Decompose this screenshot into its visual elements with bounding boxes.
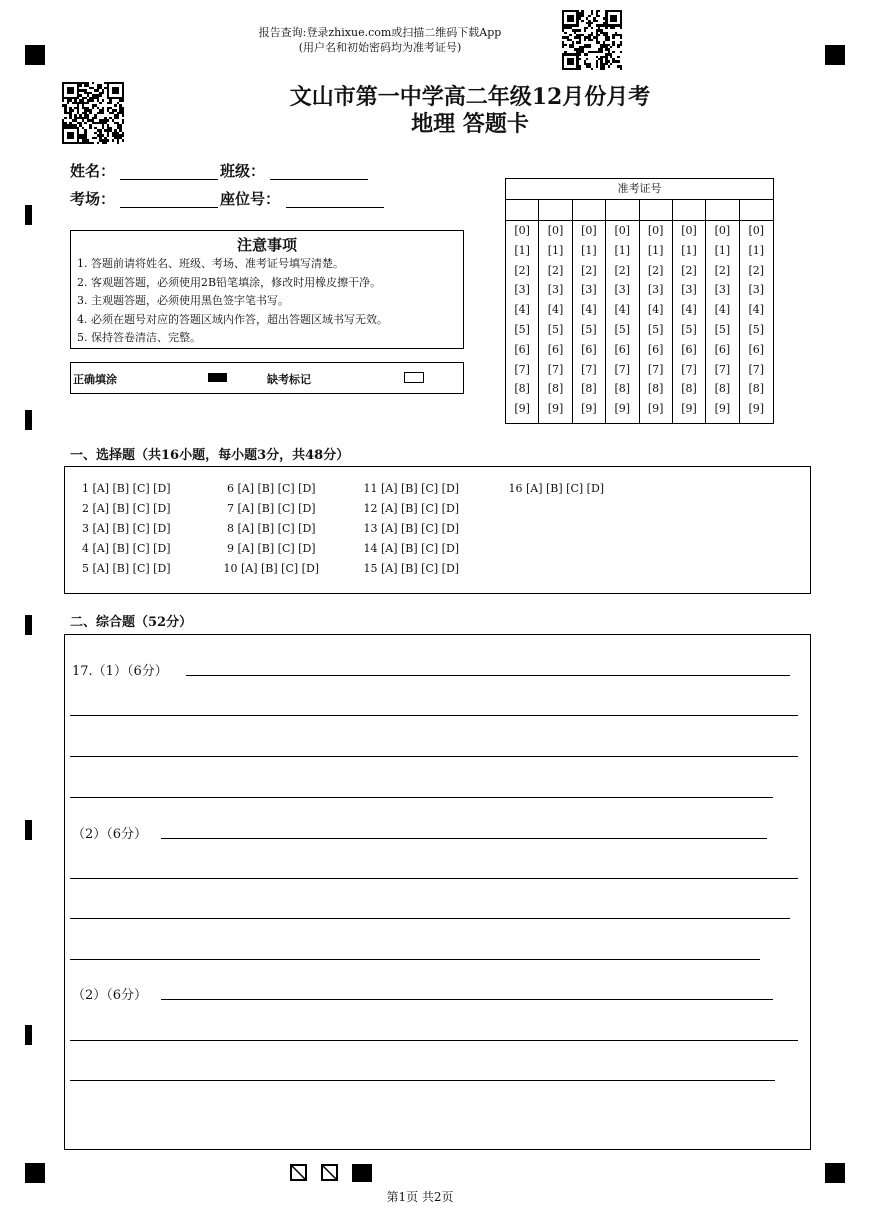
admission-digit-bubble[interactable]: [8]: [748, 382, 765, 396]
admission-digit-bubble[interactable]: [6]: [748, 342, 765, 356]
admission-digit-bubble[interactable]: [8]: [547, 382, 564, 396]
choice-question-15[interactable]: 15 [A] [B] [C] [D]: [360, 562, 460, 575]
qr-code-icon: [562, 10, 622, 70]
admission-digit-bubble[interactable]: [7]: [581, 362, 597, 376]
correct-fill-sample: [208, 373, 227, 382]
timing-mark: [25, 820, 32, 840]
admission-digit-bubble[interactable]: [3]: [647, 283, 664, 297]
q17-part2a-label: （2）（6分）: [72, 827, 148, 842]
admission-digit-bubble[interactable]: [5]: [514, 322, 530, 336]
admission-digit-bubble[interactable]: [5]: [581, 322, 597, 336]
admission-digit-bubble[interactable]: [0]: [581, 224, 597, 237]
answer-line[interactable]: [186, 675, 790, 676]
admission-digit-bubble[interactable]: [3]: [547, 283, 564, 297]
registration-mark-bottom-right: [825, 1163, 845, 1183]
notice-item: 5. 保持答卷清洁、完整。: [77, 331, 201, 344]
admission-digit-bubble[interactable]: [9]: [547, 402, 564, 416]
page-footer: 第1页 共2页: [386, 1190, 454, 1204]
seat-label: 座位号：: [220, 190, 281, 208]
admission-digit-bubble[interactable]: [7]: [514, 362, 530, 376]
choice-question-8[interactable]: 8 [A] [B] [C] [D]: [220, 522, 316, 535]
name-label: 姓名：: [70, 162, 116, 180]
admission-digit-bubble[interactable]: [4]: [514, 303, 530, 317]
q17-part2b-label: （2）（6分）: [72, 988, 148, 1003]
admission-digit-bubble[interactable]: [6]: [547, 342, 564, 356]
answer-line[interactable]: [70, 1040, 798, 1041]
admission-digit-bubble[interactable]: [3]: [714, 283, 731, 297]
choice-question-5[interactable]: 5 [A] [B] [C] [D]: [75, 562, 171, 575]
answer-line[interactable]: [161, 999, 773, 1000]
admission-digit-bubble[interactable]: [7]: [681, 362, 697, 376]
section1-title: 一、选择题（共16小题，每小题3分，共48分）: [70, 448, 350, 463]
page-mark-slash-icon: [290, 1164, 307, 1181]
admission-digit-bubble[interactable]: [7]: [748, 362, 765, 376]
admission-digit-bubble[interactable]: [3]: [681, 283, 697, 297]
admission-digit-bubble[interactable]: [2]: [647, 263, 664, 277]
admission-digit-column: [539, 200, 572, 423]
exam-title-line2: 地理 答题卡: [411, 111, 529, 137]
admission-digit-bubble[interactable]: [5]: [647, 322, 664, 336]
page-mark-slash-icon: [321, 1164, 338, 1181]
answer-line[interactable]: [70, 959, 760, 960]
registration-mark-top-left: [25, 45, 45, 65]
answer-line[interactable]: [70, 715, 798, 716]
answer-line[interactable]: [70, 878, 798, 879]
admission-digit-bubble[interactable]: [1]: [714, 243, 731, 257]
report-query-line1: 报告查询:登录zhixue.com或扫描二维码下载App: [258, 26, 502, 39]
comprehensive-answer-area: [64, 634, 811, 1150]
choice-question-12[interactable]: 12 [A] [B] [C] [D]: [360, 502, 460, 515]
notice-title: 注意事项: [236, 236, 297, 254]
fill-legend: [70, 362, 464, 394]
admission-digit-bubble[interactable]: [1]: [581, 243, 597, 257]
choice-question-11[interactable]: 11 [A] [B] [C] [D]: [360, 482, 460, 495]
admission-digit-bubble[interactable]: [8]: [647, 382, 664, 396]
admission-digit-bubble[interactable]: [9]: [647, 402, 664, 416]
admission-digit-write-cell[interactable]: [640, 200, 672, 221]
admission-digit-bubble[interactable]: [5]: [748, 322, 765, 336]
admission-digit-column: [706, 200, 739, 423]
section2-title: 二、综合题（52分）: [70, 615, 193, 630]
choice-question-4[interactable]: 4 [A] [B] [C] [D]: [75, 542, 171, 555]
admission-digit-bubble[interactable]: [1]: [748, 243, 765, 257]
choice-question-1[interactable]: 1 [A] [B] [C] [D]: [75, 482, 171, 495]
choice-answer-area: [64, 466, 811, 594]
admission-digit-bubble[interactable]: [0]: [714, 224, 731, 237]
absent-mark-box[interactable]: [404, 372, 424, 383]
admission-number-table: [505, 178, 774, 424]
answer-line[interactable]: [70, 918, 790, 919]
registration-mark-bottom-left: [25, 1163, 45, 1183]
choice-question-9[interactable]: 9 [A] [B] [C] [D]: [220, 542, 316, 555]
admission-digit-bubble[interactable]: [4]: [681, 303, 697, 317]
admission-digit-bubble[interactable]: [4]: [748, 303, 765, 317]
class-field[interactable]: [270, 179, 368, 180]
admission-digit-bubble[interactable]: [2]: [681, 263, 697, 277]
admission-digit-column: [506, 200, 539, 423]
admission-digit-bubble[interactable]: [7]: [547, 362, 564, 376]
timing-mark: [25, 410, 32, 430]
admission-digit-bubble[interactable]: [9]: [748, 402, 765, 416]
report-query-note: [220, 25, 540, 55]
admission-digit-bubble[interactable]: [0]: [647, 224, 664, 237]
notice-item: 2. 客观题答题，必须使用2B铅笔填涂，修改时用橡皮擦干净。: [77, 275, 382, 289]
admission-digit-bubble[interactable]: [9]: [614, 402, 631, 416]
class-label: 班级：: [220, 162, 266, 180]
admission-digit-bubble[interactable]: [5]: [681, 322, 697, 336]
admission-digit-bubble[interactable]: [6]: [614, 342, 631, 356]
admission-digit-write-cell[interactable]: [539, 200, 571, 221]
admission-digit-bubble[interactable]: [4]: [547, 303, 564, 317]
admission-digit-bubble[interactable]: [1]: [681, 243, 697, 257]
registration-mark-top-right: [825, 45, 845, 65]
admission-digit-column: [640, 200, 673, 423]
admission-digit-bubble[interactable]: [1]: [614, 243, 631, 257]
admission-digit-bubble[interactable]: [0]: [748, 224, 765, 237]
admission-digit-bubble[interactable]: [2]: [614, 263, 631, 277]
admission-digit-bubble[interactable]: [0]: [514, 224, 530, 237]
admission-digit-bubble[interactable]: [6]: [681, 342, 697, 356]
q17-part1-label: 17.（1）（6分）: [72, 664, 168, 679]
admission-digit-bubble[interactable]: [7]: [647, 362, 664, 376]
admission-digit-bubble[interactable]: [5]: [714, 322, 731, 336]
admission-digit-bubble[interactable]: [8]: [514, 382, 530, 396]
admission-digit-write-cell[interactable]: [706, 200, 738, 221]
admission-digit-column: [573, 200, 606, 423]
answer-line[interactable]: [70, 797, 773, 798]
notice-item: 1. 答题前请将姓名、班级、考场、准考证号填写清楚。: [77, 257, 344, 270]
admission-digit-bubble[interactable]: [9]: [581, 402, 597, 416]
admission-digit-write-cell[interactable]: [673, 200, 705, 221]
admission-digit-bubble[interactable]: [2]: [748, 263, 765, 277]
notice-item: 4. 必须在题号对应的答题区域内作答，超出答题区域书写无效。: [77, 312, 388, 326]
exam-title: [200, 84, 740, 138]
admission-digit-write-cell[interactable]: [506, 200, 538, 221]
admission-number-title: 准考证号: [506, 179, 773, 200]
admission-digit-bubble[interactable]: [4]: [647, 303, 664, 317]
admission-digit-column: [740, 200, 773, 423]
admission-digit-bubble[interactable]: [4]: [614, 303, 631, 317]
admission-digit-bubble[interactable]: [6]: [714, 342, 731, 356]
admission-digit-write-cell[interactable]: [740, 200, 773, 221]
admission-digit-bubble[interactable]: [0]: [614, 224, 631, 237]
admission-digit-bubble[interactable]: [0]: [681, 224, 697, 237]
admission-digit-bubble[interactable]: [2]: [514, 263, 530, 277]
notice-item: 3. 主观题答题，必须使用黑色签字笔书写。: [77, 294, 289, 307]
choice-question-10[interactable]: 10 [A] [B] [C] [D]: [220, 562, 320, 575]
admission-digit-bubble[interactable]: [6]: [647, 342, 664, 356]
admission-digit-bubble[interactable]: [5]: [547, 322, 564, 336]
admission-digit-bubble[interactable]: [0]: [547, 224, 564, 237]
admission-number-columns: [506, 200, 773, 423]
admission-digit-bubble[interactable]: [1]: [514, 243, 530, 257]
admission-digit-bubble[interactable]: [1]: [547, 243, 564, 257]
name-field[interactable]: [120, 179, 218, 180]
admission-digit-write-cell[interactable]: [606, 200, 638, 221]
choice-question-14[interactable]: 14 [A] [B] [C] [D]: [360, 542, 460, 555]
admission-digit-bubble[interactable]: [6]: [514, 342, 530, 356]
admission-digit-bubble[interactable]: [8]: [681, 382, 697, 396]
admission-digit-column: [606, 200, 639, 423]
admission-digit-bubble[interactable]: [9]: [514, 402, 530, 416]
correct-fill-label: 正确填涂: [73, 373, 117, 386]
page-mark-filled: [352, 1164, 372, 1182]
choice-question-3[interactable]: 3 [A] [B] [C] [D]: [75, 522, 171, 535]
admission-digit-bubble[interactable]: [2]: [714, 263, 731, 277]
admission-digit-bubble[interactable]: [9]: [681, 402, 697, 416]
admission-digit-column: [673, 200, 706, 423]
admission-digit-bubble[interactable]: [8]: [581, 382, 597, 396]
choice-question-7[interactable]: 7 [A] [B] [C] [D]: [220, 502, 316, 515]
admission-digit-bubble[interactable]: [5]: [614, 322, 631, 336]
answer-line[interactable]: [161, 838, 767, 839]
timing-mark: [25, 1025, 32, 1045]
timing-mark: [25, 205, 32, 225]
admission-digit-bubble[interactable]: [4]: [714, 303, 731, 317]
admission-digit-bubble[interactable]: [7]: [714, 362, 731, 376]
room-label: 考场：: [70, 190, 116, 208]
qr-code-icon: [62, 82, 124, 144]
exam-title-line1: 文山市第一中学高二年级12月份月考: [289, 84, 651, 110]
admission-digit-bubble[interactable]: [8]: [614, 382, 631, 396]
answer-line[interactable]: [70, 1080, 775, 1081]
choice-question-2[interactable]: 2 [A] [B] [C] [D]: [75, 502, 171, 515]
answer-line[interactable]: [70, 756, 798, 757]
admission-digit-bubble[interactable]: [7]: [614, 362, 631, 376]
room-field[interactable]: [120, 207, 218, 208]
admission-digit-bubble[interactable]: [2]: [547, 263, 564, 277]
admission-digit-bubble[interactable]: [4]: [581, 303, 597, 317]
admission-digit-bubble[interactable]: [3]: [614, 283, 631, 297]
notice-box: [70, 230, 464, 349]
seat-field[interactable]: [286, 207, 384, 208]
admission-digit-bubble[interactable]: [3]: [514, 283, 530, 297]
admission-digit-bubble[interactable]: [3]: [581, 283, 597, 297]
admission-digit-bubble[interactable]: [2]: [581, 263, 597, 277]
choice-question-16[interactable]: 16 [A] [B] [C] [D]: [505, 482, 605, 495]
admission-digit-bubble[interactable]: [1]: [647, 243, 664, 257]
admission-digit-write-cell[interactable]: [573, 200, 605, 221]
admission-digit-bubble[interactable]: [9]: [714, 402, 731, 416]
admission-digit-bubble[interactable]: [6]: [581, 342, 597, 356]
choice-question-6[interactable]: 6 [A] [B] [C] [D]: [220, 482, 316, 495]
timing-mark: [25, 615, 32, 635]
report-query-line2: (用户名和初始密码均为准考证号): [298, 41, 462, 54]
absent-mark-label: 缺考标记: [267, 373, 311, 386]
admission-digit-bubble[interactable]: [8]: [714, 382, 731, 396]
choice-question-13[interactable]: 13 [A] [B] [C] [D]: [360, 522, 460, 535]
admission-digit-bubble[interactable]: [3]: [748, 283, 765, 297]
